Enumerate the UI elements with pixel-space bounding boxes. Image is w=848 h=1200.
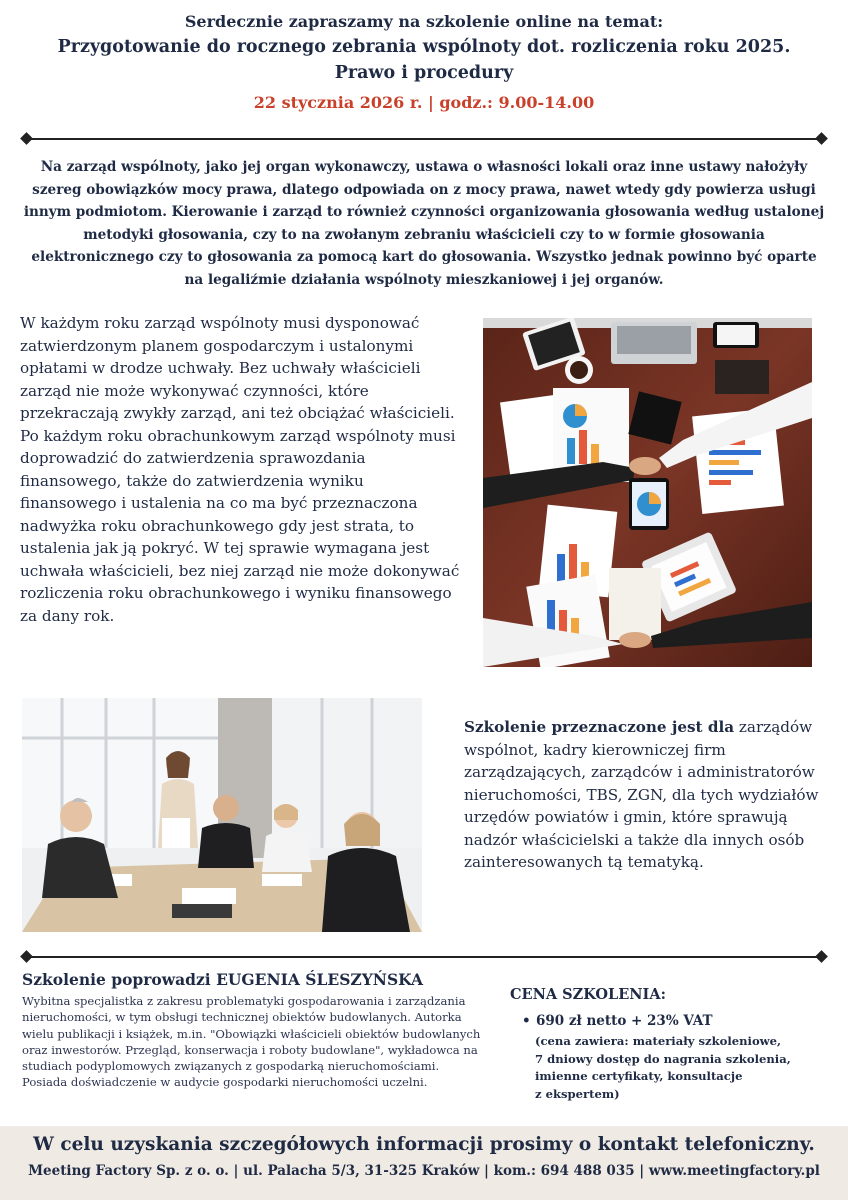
meeting-table-photo	[483, 318, 812, 667]
audience-description: zarządów wspólnot, kadry kierowniczej firm zarządzających, zarządców i administratorów nieruchomości, TBS, ZGN, dla tych wydziałów urzędów powiatów i gmin, które sprawują nadzór właścicielski a także dla innych osób zainteresowanych tą tematyką.	[464, 718, 819, 871]
price-details	[535, 1033, 830, 1103]
price-details-line: imienne certyfikaty, konsultacje	[535, 1069, 743, 1083]
audience-lead: Szkolenie przeznaczone jest dla	[464, 718, 735, 736]
price-title: CENA SZKOLENIA:	[510, 986, 666, 1003]
price-section	[510, 986, 830, 1103]
training-date: 22 stycznia 2026 r. | godz.: 9.00-14.00	[253, 93, 595, 112]
description-paragraph-1: W każdym roku zarząd wspólnoty musi dysponować zatwierdzonym planem gospodarczym i ustalonymi opłatami w drodze uchwały. Bez uchwały właścicieli zarząd nie może wykonywać czynności, które przekraczają zwykły zarząd, ani też obciążać właścicieli.	[20, 314, 455, 422]
training-subtitle: Prawo i procedury	[334, 63, 514, 83]
description-paragraph-2: Po każdym roku obrachunkowym zarząd wspólnoty musi doprowadzić do zatwierdzenia sprawozdania finansowego, także do zatwierdzenia wyniku finansowego i ustalenia na co ma być przeznaczona nadwyżka roku obrachunkowego gdy jest strata, to ustalenia jak ją pokryć. W tej sprawie wymagana jest uchwała właścicieli, bez niej zarząd nie może dokonywać rozliczenia roku obrachunkowego i wyniku finansowego za dany rok.	[20, 426, 460, 625]
price-details-line: 7 dniowy dostęp do nagrania szkolenia,	[535, 1051, 791, 1066]
header	[0, 0, 848, 112]
training-title: Przygotowanie do rocznego zebrania wspólnoty dot. rozliczenia roku 2025.	[57, 37, 791, 57]
trainer-section	[22, 970, 482, 1091]
intro-paragraph: Na zarząd wspólnoty, jako jej organ wykonawczy, ustawa o własności lokali oraz inne ustawy nałożyły szereg obowiązków mocy prawa, dlatego odpowiada on z mocy prawa, nawet wtedy gdy powierza usługi innym podmiotom. Kierowanie i zarząd to również czynności organizowania głosowania według ustalonej metodyki głosowania, czy to na zwołanym zebraniu właścicieli czy to w formie głosowania elektronicznego czy to głosowania za pomocą kart do głosowania. Wszystko jednak powinno być oparte na legaliźmie działania wspólnoty mieszkaniowej i jej organów.	[23, 159, 825, 288]
divider-bottom	[26, 956, 822, 958]
price-list	[522, 1013, 830, 1029]
trainer-bio: Wybitna specjalistka z zakresu problematyki gospodarowania i zarządzania nieruchomości, w tym obsługi technicznej obiektów budowlanych. Autorka wielu publikacji i książek, m.in. "Obowiązki właścicieli obiektów budowlanych oraz inwestorów. Przegląd, konserwacja i roboty budowlane", wykładowca na studiach podyplomowych związanych z gospodarką nieruchomościami. Posiada doświadczenie w audycie gospodarki nieruchomości uczelni.	[22, 994, 481, 1090]
company-info: Meeting Factory Sp. z o. o. | ul. Palacha 5/3, 31-325 Kraków | kom.: 694 488 035 | www.meetingfactory.pl	[28, 1163, 820, 1179]
audience-text	[464, 716, 824, 874]
divider-top	[26, 138, 822, 140]
invitation-line: Serdecznie zapraszamy na szkolenie online na temat:	[184, 12, 664, 31]
trainer-title: Szkolenie poprowadzi EUGENIA ŚLESZYŃSKA	[22, 970, 424, 989]
contact-heading: W celu uzyskania szczegółowych informacji prosimy o kontakt telefoniczny.	[33, 1134, 815, 1155]
price-amount: • 690 zł netto + 23% VAT	[522, 1013, 830, 1029]
footer	[0, 1126, 848, 1200]
price-details-line: (cena zawiera: materiały szkoleniowe,	[535, 1034, 782, 1048]
description-text	[20, 312, 460, 627]
price-details-line: z ekspertem)	[535, 1086, 620, 1101]
office-meeting-photo	[22, 698, 422, 932]
